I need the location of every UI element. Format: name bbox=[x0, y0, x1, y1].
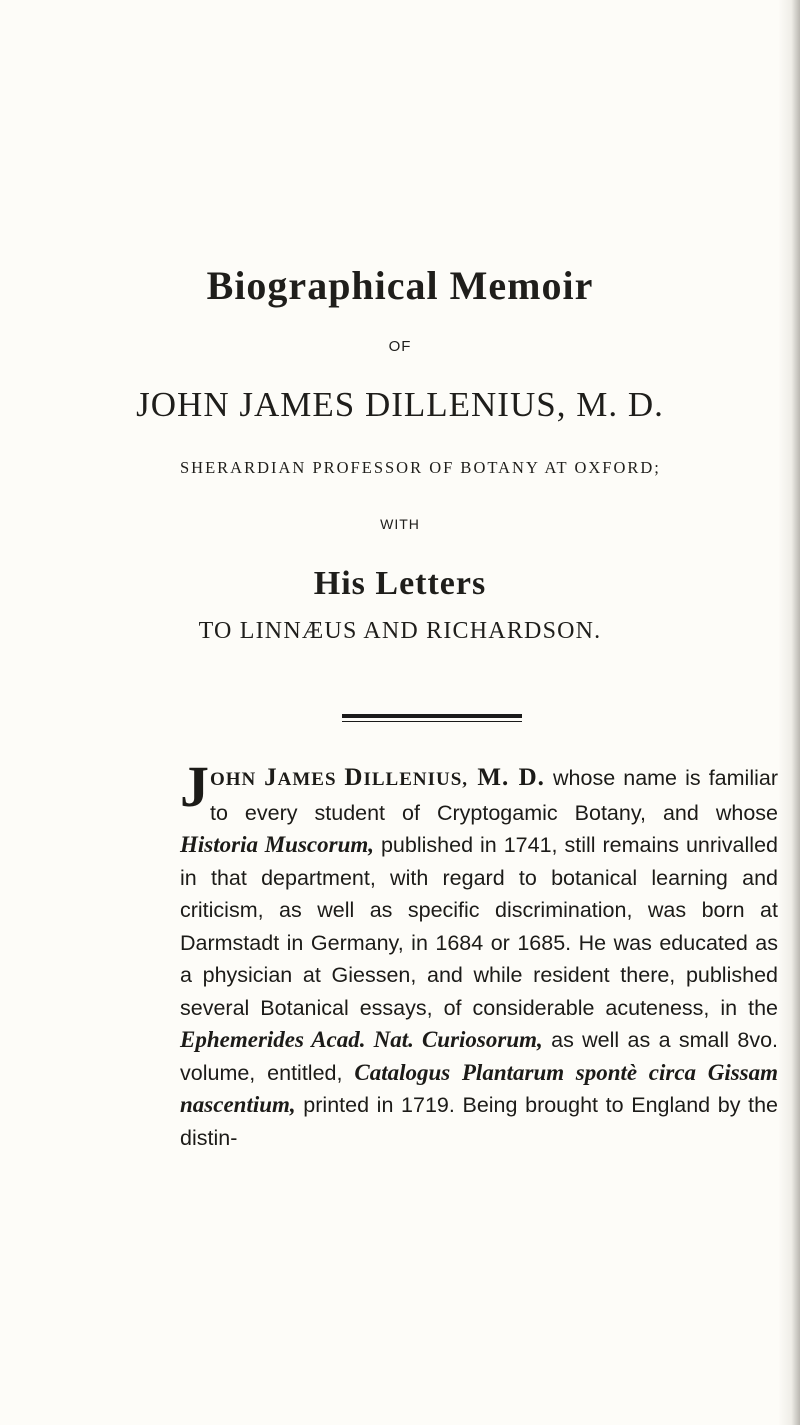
body-text-3: as well as a small 8vo. volume, entitled, bbox=[180, 1028, 778, 1085]
recipients-line: TO LINNÆUS AND RICHARDSON. bbox=[198, 618, 602, 644]
divider-thick bbox=[342, 714, 522, 718]
lead-name: OHN JAMES DILLENIUS, M. D. bbox=[210, 764, 545, 791]
work-title-ephemerides: Ephemerides Acad. Nat. Curiosorum, bbox=[180, 1027, 543, 1052]
body-text-1: whose name is familiar to every student of Cryptogamic Botany, and whose bbox=[210, 766, 778, 825]
memoir-body bbox=[180, 754, 779, 1154]
body-text-2: published in 1741, still remains unrivalled in that department, with regard to botanical learning and criticism, as well as specific discrimination, was born at Darmstadt in Germany, in 1684 or 1685. He was educated as a physician at Giessen, and while resident there, published several Botanical essays, of considerable acuteness, in the bbox=[180, 833, 778, 1020]
work-title-historia: Historia Muscorum, bbox=[180, 832, 374, 857]
page-edge-shadow bbox=[778, 0, 800, 1425]
body-text-4: printed in 1719. Being brought to England by the distin- bbox=[180, 1093, 778, 1150]
subject-name: JOHN JAMES DILLENIUS, M. D. bbox=[136, 385, 664, 424]
memoir-title: Biographical Memoir bbox=[206, 263, 594, 308]
drop-cap: J bbox=[180, 754, 209, 819]
letters-title: His Letters bbox=[313, 565, 487, 602]
work-title-catalogus: Catalogus Plantarum spontè circa Gissam nascentium, bbox=[180, 1059, 779, 1117]
with-label: WITH bbox=[380, 516, 420, 532]
divider-thin bbox=[342, 721, 522, 722]
of-label: OF bbox=[388, 338, 412, 355]
subject-position: SHERARDIAN PROFESSOR OF BOTANY AT OXFORD; bbox=[180, 458, 661, 477]
